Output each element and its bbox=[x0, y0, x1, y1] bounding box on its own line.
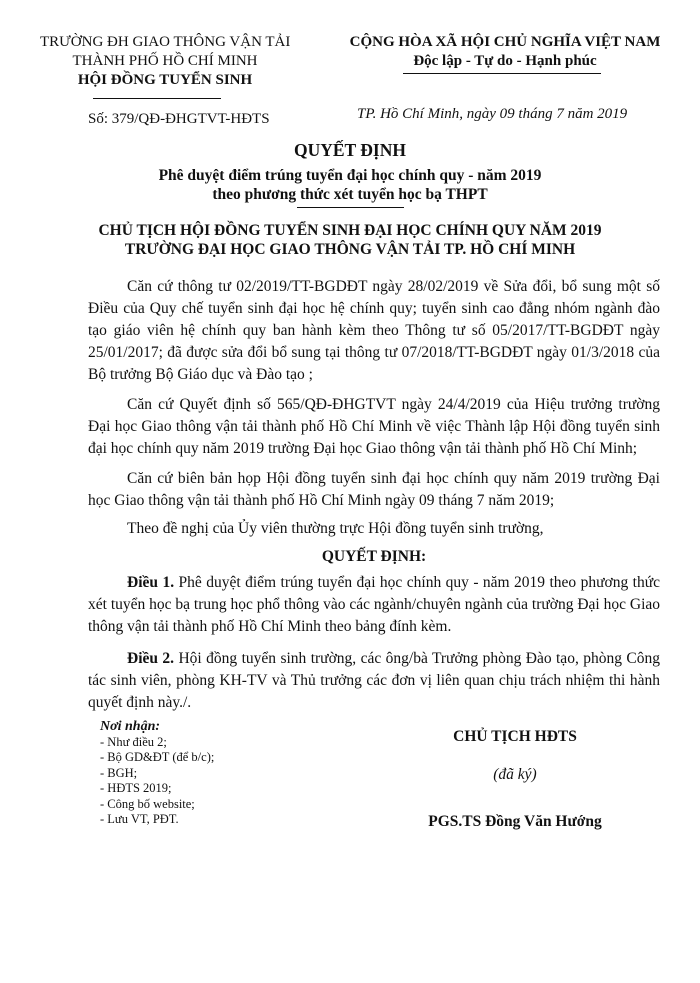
preamble-paragraph: Căn cứ biên bản họp Hội đồng tuyển sinh đại học chính quy năm 2019 trường Đại học Giao thông vận tải thành phố Hồ Chí Minh ngày 09 tháng 7 năm 2019; bbox=[88, 470, 660, 509]
signer-title: CHỦ TỊCH HĐTS bbox=[453, 728, 577, 745]
issuer-header bbox=[40, 33, 290, 90]
article-2-text: Hội đồng tuyển sinh trường, các ông/bà Trưởng phòng Đào tạo, phòng Công tác sinh viên, phòng KH-TV và Thủ trưởng các đơn vị liên quan chịu trách nhiệm thi hành quyết định này./. bbox=[88, 650, 661, 711]
recipient-item: - BGH; bbox=[100, 765, 138, 780]
motto-underline bbox=[403, 73, 601, 74]
recipient-item: - Lưu VT, PĐT. bbox=[100, 812, 179, 826]
recipient-item: - Bộ GD&ĐT (để b/c); bbox=[100, 750, 215, 764]
document-subtitle-line1: Phê duyệt điểm trúng tuyển đại học chính quy - năm 2019 bbox=[158, 167, 542, 184]
document-body bbox=[88, 276, 660, 724]
article-1-label: Điều 1. bbox=[127, 574, 175, 591]
recipients-title: Nơi nhận: bbox=[100, 719, 161, 734]
signed-note: (đã ký) bbox=[493, 766, 537, 783]
issuer-university: TRƯỜNG ĐH GIAO THÔNG VẬN TẢI bbox=[40, 34, 291, 50]
recipients-block bbox=[100, 719, 214, 828]
national-motto: Độc lập - Tự do - Hạnh phúc bbox=[413, 53, 597, 69]
authority-line2: TRƯỜNG ĐẠI HỌC GIAO THÔNG VẬN TẢI TP. HỒ CHÍ MINH bbox=[124, 241, 576, 258]
article-1-text: Phê duyệt điểm trúng tuyển đại học chính quy - năm 2019 theo phương thức xét tuyển học bạ trung học phổ thông vào các ngành/chuyên ngành của trường Đại học Giao thông vận tải thành phố Hồ Chí Minh theo bảng đính kèm. bbox=[88, 574, 661, 635]
recipient-item: - Như điều 2; bbox=[100, 734, 167, 749]
preamble-paragraph: Theo đề nghị của Ủy viên thường trực Hội đồng tuyển sinh trường, bbox=[127, 520, 544, 537]
preamble-paragraph: Căn cứ thông tư 02/2019/TT-BGDĐT ngày 28/02/2019 về Sửa đổi, bổ sung một số Điều của Quy chế tuyển sinh đại học hệ chính quy; tuyển sinh cao đẳng nhóm ngành đào tạo giáo viên hệ chính quy ban hành kèm theo Thông tư số 05/2017/TT-BGDĐT ngày 25/01/2017; đã được sửa đổi bổ sung tại thông tư 07/2018/TT-BGDĐT ngày 01/3/2018 của Bộ trưởng Bộ Giáo dục và Đào tạo ; bbox=[88, 278, 660, 383]
document-title: QUYẾT ĐỊNH bbox=[294, 140, 406, 160]
decides-heading: QUYẾT ĐỊNH: bbox=[321, 548, 427, 565]
title-underline bbox=[297, 207, 404, 208]
issuer-council: HỘI ĐỒNG TUYỂN SINH bbox=[77, 72, 253, 88]
signer-name: PGS.TS Đồng Văn Hướng bbox=[428, 813, 602, 830]
place-date: TP. Hồ Chí Minh, ngày 09 tháng 7 năm 2019 bbox=[357, 106, 628, 122]
preamble-paragraph: Căn cứ Quyết định số 565/QĐ-ĐHGTVT ngày 24/4/2019 của Hiệu trưởng trường Đại học Giao thông vận tải thành phố Hồ Chí Minh về việc Thành lập Hội đồng tuyển sinh đại học chính quy năm 2019 trường Đại học Giao thông vận tải thành phố Hồ Chí Minh; bbox=[88, 396, 660, 457]
issuer-city: THÀNH PHỐ HỒ CHÍ MINH bbox=[72, 53, 258, 69]
decision-number: Số: 379/QĐ-ĐHGTVT-HĐTS bbox=[88, 111, 270, 127]
authority-line1: CHỦ TỊCH HỘI ĐỒNG TUYỂN SINH ĐẠI HỌC CHÍNH QUY NĂM 2019 bbox=[98, 222, 602, 239]
article-2-label: Điều 2. bbox=[127, 650, 175, 667]
article-2 bbox=[88, 648, 660, 714]
issuer-underline bbox=[93, 98, 221, 99]
national-header bbox=[340, 33, 670, 71]
recipient-item: - HĐTS 2019; bbox=[100, 781, 172, 795]
document-subtitle-line2: theo phương thức xét tuyển học bạ THPT bbox=[212, 186, 488, 203]
article-1 bbox=[88, 572, 660, 638]
national-title: CỘNG HÒA XÃ HỘI CHỦ NGHĨA VIỆT NAM bbox=[349, 34, 661, 50]
recipient-item: - Công bố website; bbox=[100, 796, 195, 811]
